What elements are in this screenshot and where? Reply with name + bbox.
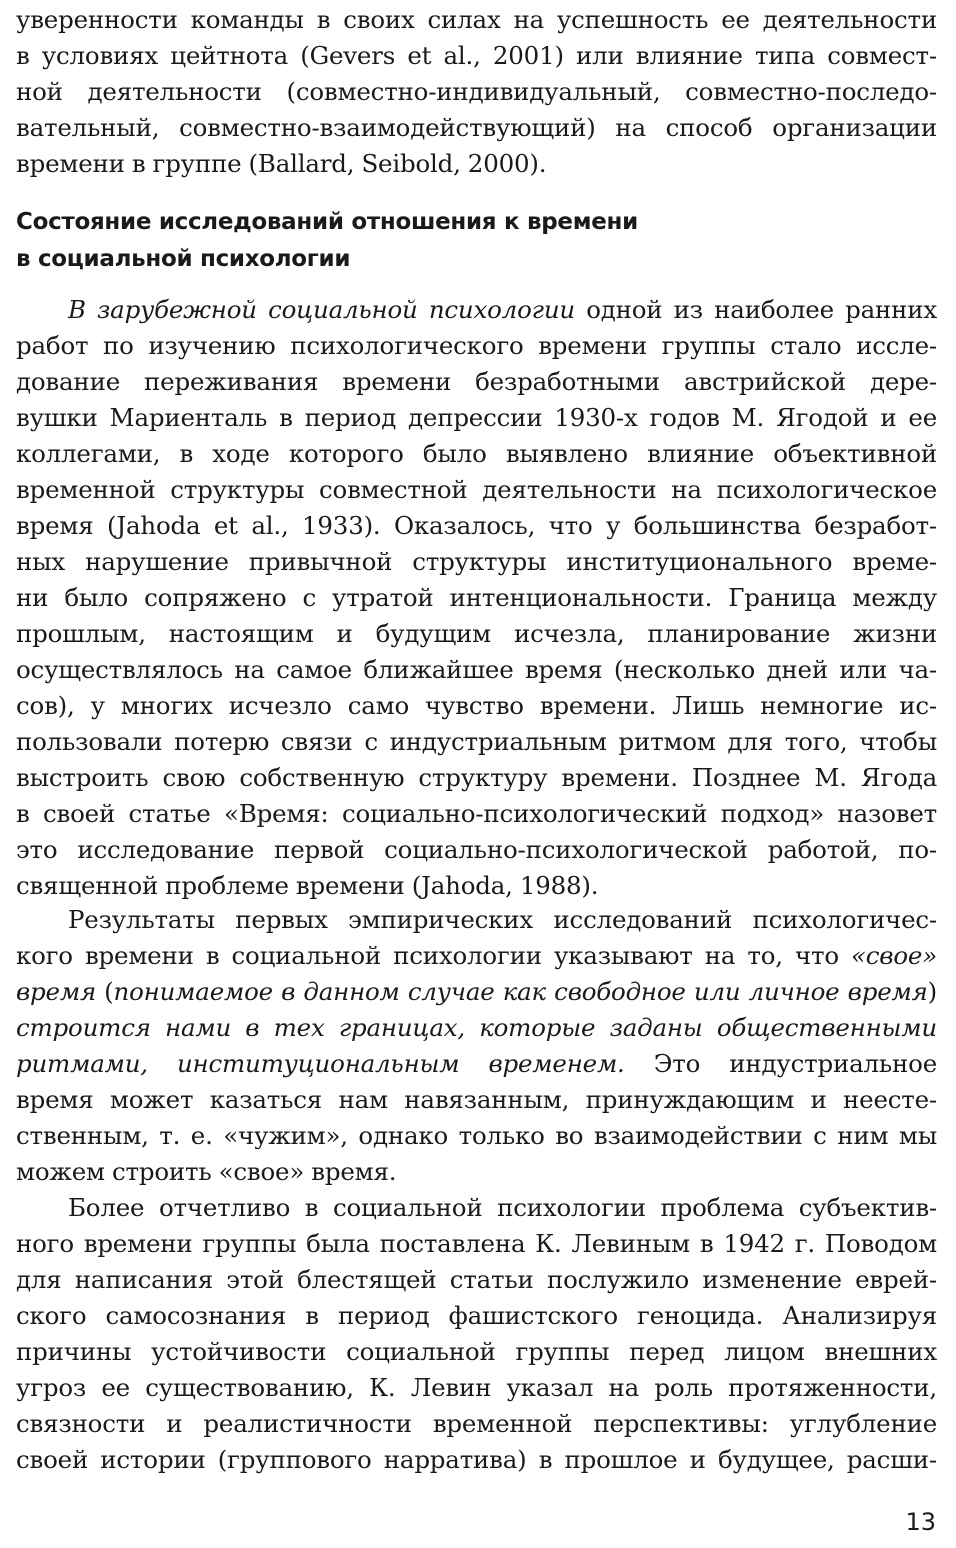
- text-span: ): [927, 977, 937, 1006]
- text-line: это исследование первой социально-психологической работой, по-: [16, 835, 937, 864]
- paragraph: [16, 1190, 937, 1478]
- text-line: причины устойчивости социальной группы перед лицом внешних: [16, 1337, 937, 1366]
- text-line: строится нами в тех границах, которые заданы общественными: [16, 1013, 937, 1042]
- text-line: [16, 1046, 937, 1082]
- text-line: ного времени группы была поставлена К. Левиным в 1942 г. Поводом: [16, 1229, 937, 1258]
- text-line: выстроить свою собственную структуру времени. Позднее М. Ягода: [16, 763, 937, 792]
- italic-text: понимаемое в данном случае как свободное или личное время: [113, 977, 928, 1006]
- text-line: [16, 292, 937, 328]
- text-line: прошлым, настоящим и будущим исчезла, планирование жизни: [16, 619, 937, 648]
- text-line: священной проблеме времени (Jahoda, 1988).: [16, 871, 599, 900]
- heading-line: в социальной психологии: [16, 246, 351, 272]
- paragraph-continuation: [16, 2, 937, 182]
- text-line: ни было сопряжено с утратой интенциональности. Граница между: [16, 583, 937, 612]
- text-line: пользовали потерю связи с индустриальным ритмом для того, чтобы: [16, 727, 937, 756]
- text-line: [16, 938, 937, 974]
- text-span: (: [95, 977, 114, 1006]
- text-line: уверенности команды в своих силах на успешность ее деятельности: [16, 5, 937, 34]
- section-heading: [16, 204, 638, 278]
- paragraph: [16, 902, 937, 1190]
- text-line: времени в группе (Ballard, Seibold, 2000).: [16, 149, 547, 178]
- text-line: вательный, совместно-взаимодействующий) на способ организации: [16, 113, 937, 142]
- text-line: осуществлялось на самое ближайшее время (несколько дней или ча-: [16, 655, 937, 684]
- text-line: Результаты первых эмпирических исследований психологичес-: [68, 905, 937, 934]
- page-number: 13: [905, 1508, 936, 1536]
- text-span: Это индустриальное: [624, 1049, 937, 1078]
- italic-text: время: [16, 977, 96, 1006]
- text-line: время может казаться нам навязанным, принуждающим и неесте-: [16, 1085, 937, 1114]
- italic-text: «свое»: [850, 941, 937, 970]
- text-line: сов), у многих исчезло само чувство времени. Лишь немногие ис-: [16, 691, 937, 720]
- text-line: ных нарушение привычной структуры институционального време-: [16, 547, 937, 576]
- text-line: ского самосознания в период фашистского геноцида. Анализируя: [16, 1301, 937, 1330]
- text-line: в своей статье «Время: социально-психологический подход» назовет: [16, 799, 937, 828]
- text-line: [16, 974, 937, 1010]
- paragraph: [16, 292, 937, 904]
- italic-text: ритмами, институциональным временем.: [16, 1049, 625, 1078]
- text-line: связности и реалистичности временной перспективы: углубление: [16, 1409, 937, 1438]
- text-line: можем строить «свое» время.: [16, 1157, 397, 1186]
- text-line: своей истории (группового нарратива) в прошлое и будущее, расши-: [16, 1445, 937, 1474]
- italic-text: В зарубежной социальной психологии: [68, 295, 575, 324]
- text-line: Более отчетливо в социальной психологии проблема субъектив-: [68, 1193, 937, 1222]
- text-line: для написания этой блестящей статьи послужило изменение еврей-: [16, 1265, 937, 1294]
- heading-line: Состояние исследований отношения к времени: [16, 209, 638, 235]
- text-line: ной деятельности (совместно-индивидуальный, совместно-последо-: [16, 77, 937, 106]
- text-line: вушки Мариенталь в период депрессии 1930-х годов М. Ягодой и ее: [16, 403, 937, 432]
- text-line: работ по изучению психологического времени группы стало иссле-: [16, 331, 937, 360]
- text-line: время (Jahoda et al., 1933). Оказалось, что у большинства безработ-: [16, 511, 937, 540]
- text-span: кого времени в социальной психологии указывают на то, что: [16, 941, 851, 970]
- text-span: одной из наиболее ранних: [574, 295, 937, 324]
- text-line: коллегами, в ходе которого было выявлено влияние объективной: [16, 439, 937, 468]
- text-line: в условиях цейтнота (Gevers et al., 2001) или влияние типа совмест-: [16, 41, 937, 70]
- text-line: ственным, т. е. «чужим», однако только во взаимодействии с ним мы: [16, 1121, 937, 1150]
- text-line: угроз ее существованию, К. Левин указал на роль протяженности,: [16, 1373, 937, 1402]
- text-line: дование переживания времени безработными австрийской дере-: [16, 367, 937, 396]
- text-line: временной структуры совместной деятельности на психологическое: [16, 475, 937, 504]
